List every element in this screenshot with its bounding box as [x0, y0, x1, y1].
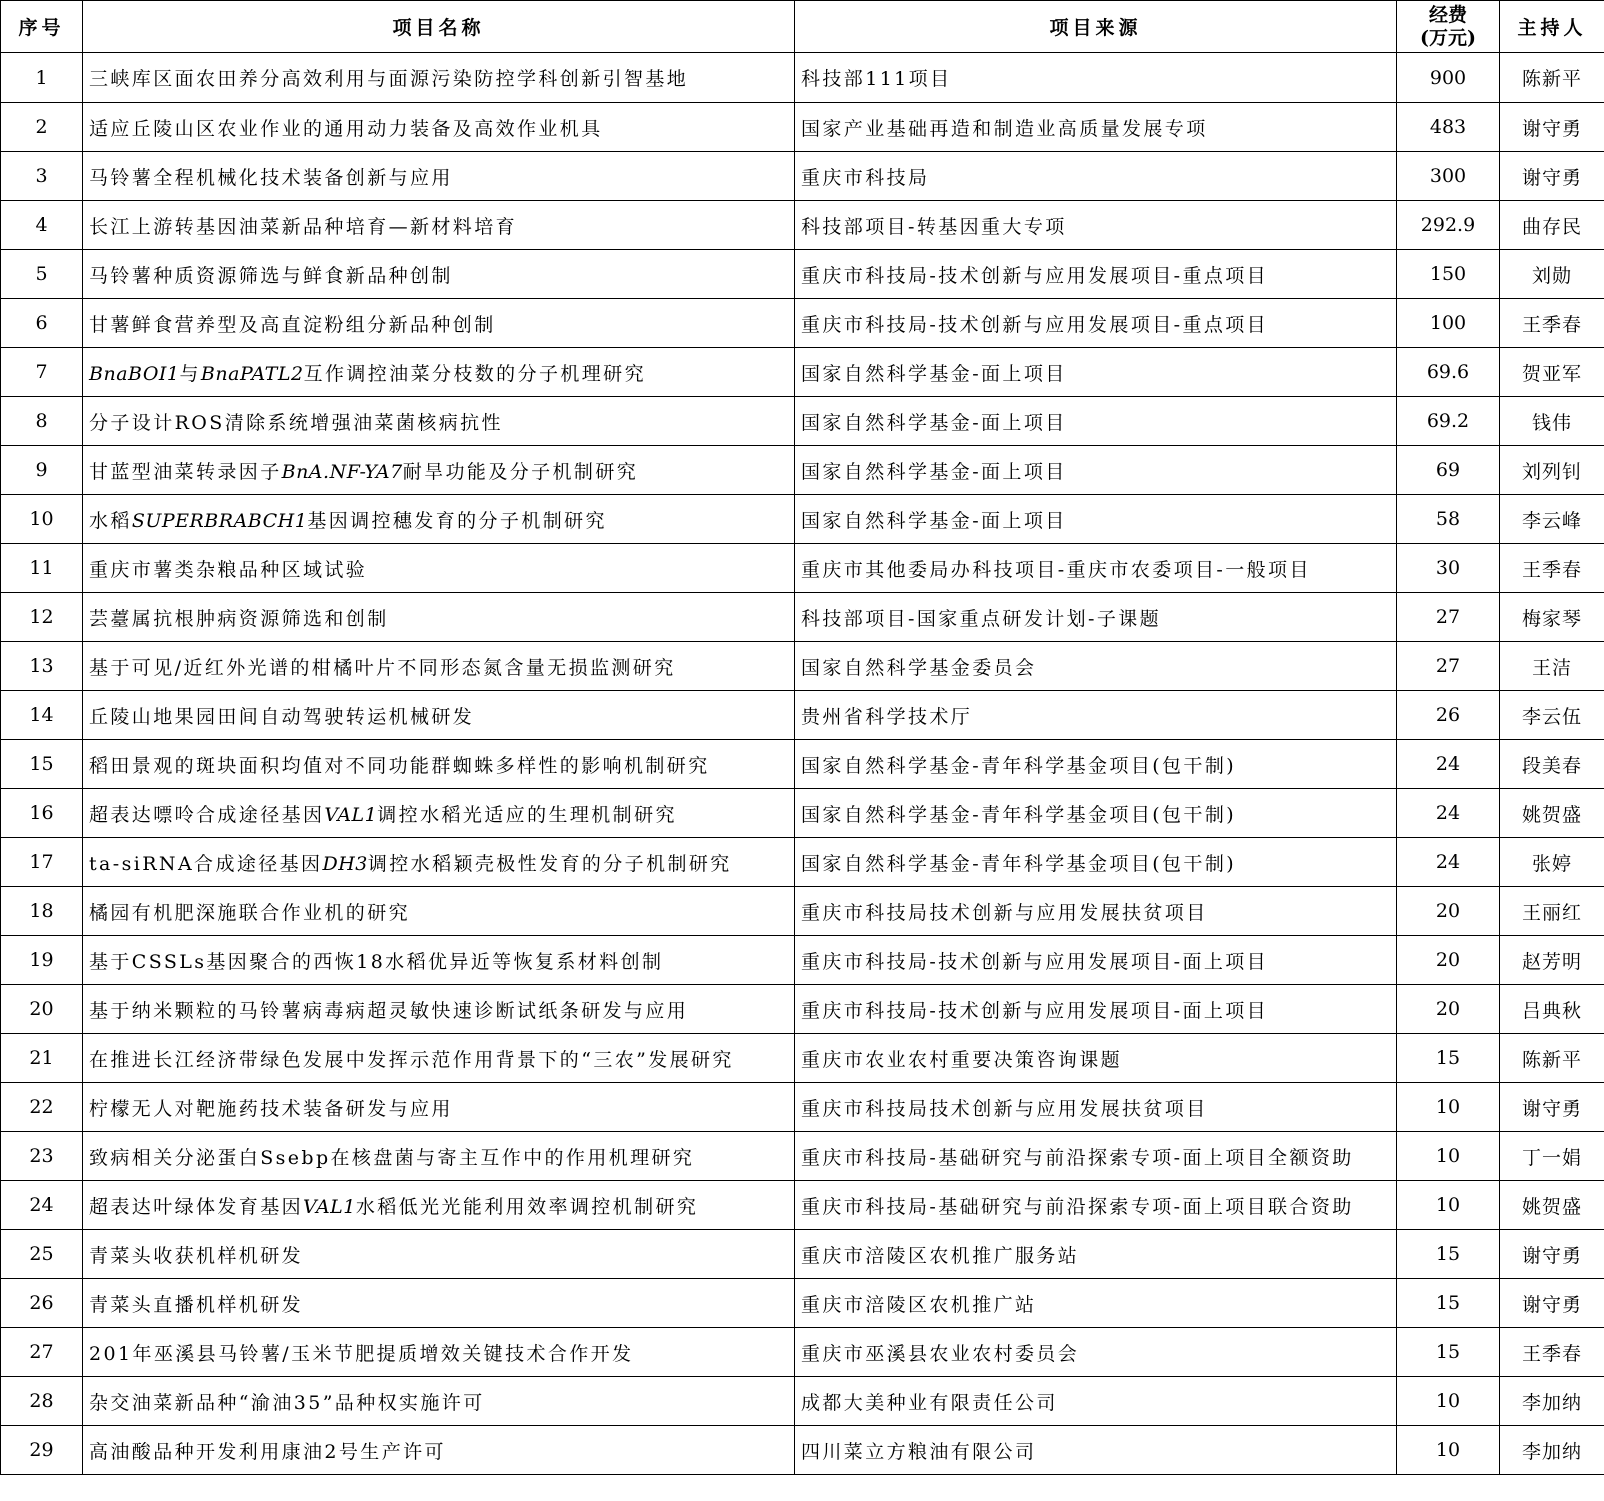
project-name-cell — [83, 593, 795, 642]
row-number-cell: 29 — [1, 1426, 83, 1475]
project-name-cell — [83, 544, 795, 593]
row-number-cell: 28 — [1, 1377, 83, 1426]
host-cell: 谢守勇 — [1500, 1279, 1604, 1328]
table-row — [1, 1377, 1604, 1426]
table-row — [1, 1328, 1604, 1377]
project-source-cell: 国家自然科学基金-面上项目 — [795, 446, 1397, 495]
project-name-text: 甘薯鲜食营养型及高直淀粉组分新品种创制 — [89, 313, 496, 336]
project-name-cell — [83, 299, 795, 348]
table-row — [1, 103, 1604, 152]
fee-cell: 15 — [1397, 1328, 1500, 1377]
host-cell: 梅家琴 — [1500, 593, 1604, 642]
project-source-cell: 重庆市科技局技术创新与应用发展扶贫项目 — [795, 1083, 1397, 1132]
project-name-cell — [83, 446, 795, 495]
table-row — [1, 446, 1604, 495]
project-source-cell: 重庆市科技局-基础研究与前沿探索专项-面上项目全额资助 — [795, 1132, 1397, 1181]
header-fee — [1397, 1, 1500, 53]
project-name-text: 超表达叶绿体发育基因 — [89, 1195, 304, 1218]
project-name-cell — [83, 1083, 795, 1132]
project-name-cell — [83, 348, 795, 397]
host-cell: 段美春 — [1500, 740, 1604, 789]
fee-cell: 69 — [1397, 446, 1500, 495]
project-name-text: 马铃薯全程机械化技术装备创新与应用 — [89, 166, 453, 189]
fee-cell: 292.9 — [1397, 201, 1500, 250]
fee-cell: 24 — [1397, 789, 1500, 838]
project-name-text: 杂交油菜新品种“渝油35”品种权实施许可 — [89, 1391, 485, 1414]
host-cell: 王季春 — [1500, 544, 1604, 593]
host-cell: 姚贺盛 — [1500, 1181, 1604, 1230]
row-number-cell: 20 — [1, 985, 83, 1034]
project-name-text: 基于CSSLs基因聚合的西恢18水稻优异近等恢复系材料创制 — [89, 950, 664, 973]
table-row — [1, 838, 1604, 887]
table-row — [1, 593, 1604, 642]
host-cell: 陈新平 — [1500, 53, 1604, 103]
table-row — [1, 397, 1604, 446]
row-number-cell: 6 — [1, 299, 83, 348]
project-name-text: ta-siRNA合成途径基因 — [89, 852, 323, 875]
host-cell: 谢守勇 — [1500, 1230, 1604, 1279]
row-number-cell: 27 — [1, 1328, 83, 1377]
project-name-cell — [83, 1230, 795, 1279]
fee-cell: 900 — [1397, 53, 1500, 103]
header-fee-line1: 经费 — [1428, 3, 1467, 26]
project-name-text: 超表达嘌呤合成途径基因 — [89, 803, 325, 826]
project-name-text: 芸薹属抗根肿病资源筛选和创制 — [89, 607, 389, 630]
table-row — [1, 348, 1604, 397]
fee-cell: 15 — [1397, 1230, 1500, 1279]
project-name-cell — [83, 250, 795, 299]
fee-cell: 27 — [1397, 642, 1500, 691]
host-cell: 谢守勇 — [1500, 1083, 1604, 1132]
project-name-text: 丘陵山地果园田间自动驾驶转运机械研发 — [89, 705, 475, 728]
table-row — [1, 1034, 1604, 1083]
row-number-cell: 10 — [1, 495, 83, 544]
row-number-cell: 11 — [1, 544, 83, 593]
project-name-cell — [83, 985, 795, 1034]
project-name-text: 在推进长江经济带绿色发展中发挥示范作用背景下的“三农”发展研究 — [89, 1048, 734, 1071]
table-body — [1, 53, 1604, 1475]
row-number-cell: 9 — [1, 446, 83, 495]
header-no: 序号 — [1, 1, 83, 53]
row-number-cell: 14 — [1, 691, 83, 740]
project-name-text: 与 — [179, 362, 201, 385]
fee-cell: 20 — [1397, 887, 1500, 936]
fee-cell: 27 — [1397, 593, 1500, 642]
host-cell: 姚贺盛 — [1500, 789, 1604, 838]
fee-cell: 24 — [1397, 838, 1500, 887]
project-name-text: 长江上游转基因油菜新品种培育—新材料培育 — [89, 215, 518, 238]
table-row — [1, 250, 1604, 299]
project-name-text: 青菜头收获机样机研发 — [89, 1244, 304, 1267]
fee-cell: 69.2 — [1397, 397, 1500, 446]
project-name-text: 青菜头直播机样机研发 — [89, 1293, 304, 1316]
host-cell: 李加纳 — [1500, 1426, 1604, 1475]
table-row — [1, 985, 1604, 1034]
fee-cell: 15 — [1397, 1279, 1500, 1328]
table-row — [1, 1230, 1604, 1279]
project-name-cell — [83, 1377, 795, 1426]
host-cell: 陈新平 — [1500, 1034, 1604, 1083]
row-number-cell: 25 — [1, 1230, 83, 1279]
project-name-cell — [83, 789, 795, 838]
fee-cell: 24 — [1397, 740, 1500, 789]
project-source-cell: 重庆市科技局-基础研究与前沿探索专项-面上项目联合资助 — [795, 1181, 1397, 1230]
row-number-cell: 22 — [1, 1083, 83, 1132]
project-source-cell: 国家产业基础再造和制造业高质量发展专项 — [795, 103, 1397, 152]
row-number-cell: 8 — [1, 397, 83, 446]
row-number-cell: 5 — [1, 250, 83, 299]
project-name-text: 适应丘陵山区农业作业的通用动力装备及高效作业机具 — [89, 117, 603, 140]
table-row — [1, 691, 1604, 740]
fee-cell: 20 — [1397, 985, 1500, 1034]
row-number-cell: 13 — [1, 642, 83, 691]
project-source-cell: 国家自然科学基金-面上项目 — [795, 397, 1397, 446]
gene-name: DH3 — [322, 852, 368, 875]
host-cell: 王季春 — [1500, 299, 1604, 348]
host-cell: 张婷 — [1500, 838, 1604, 887]
project-source-cell: 国家自然科学基金委员会 — [795, 642, 1397, 691]
project-name-text: 高油酸品种开发利用康油2号生产许可 — [89, 1440, 446, 1463]
project-name-text: 重庆市薯类杂粮品种区域试验 — [89, 558, 368, 581]
project-name-text: 分子设计ROS清除系统增强油菜菌核病抗性 — [89, 411, 503, 434]
project-name-text: 水稻低光光能利用效率调控机制研究 — [355, 1195, 699, 1218]
project-name-cell — [83, 1132, 795, 1181]
project-name-text: 稻田景观的斑块面积均值对不同功能群蜘蛛多样性的影响机制研究 — [89, 754, 710, 777]
fee-cell: 300 — [1397, 152, 1500, 201]
project-source-cell: 国家自然科学基金-青年科学基金项目(包干制) — [795, 740, 1397, 789]
host-cell: 王季春 — [1500, 1328, 1604, 1377]
project-name-cell — [83, 103, 795, 152]
fee-cell: 20 — [1397, 936, 1500, 985]
project-name-text: 201年巫溪县马铃薯/玉米节肥提质增效关键技术合作开发 — [89, 1342, 634, 1365]
table-row — [1, 544, 1604, 593]
fee-cell: 10 — [1397, 1132, 1500, 1181]
fee-cell: 150 — [1397, 250, 1500, 299]
table-row — [1, 1426, 1604, 1475]
project-name-text: 水稻 — [89, 509, 132, 532]
project-name-text: 基因调控穗发育的分子机制研究 — [307, 509, 607, 532]
row-number-cell: 2 — [1, 103, 83, 152]
fee-cell: 69.6 — [1397, 348, 1500, 397]
project-source-cell: 重庆市科技局-技术创新与应用发展项目-面上项目 — [795, 936, 1397, 985]
fee-cell: 10 — [1397, 1377, 1500, 1426]
table-row — [1, 152, 1604, 201]
project-name-cell — [83, 1426, 795, 1475]
project-name-text: 甘蓝型油菜转录因子 — [89, 460, 282, 483]
table-row — [1, 495, 1604, 544]
gene-name: BnaPATL2 — [200, 362, 304, 385]
project-source-cell: 重庆市科技局 — [795, 152, 1397, 201]
table-row — [1, 1083, 1604, 1132]
project-name-cell — [83, 936, 795, 985]
header-fee-line2: (万元) — [1420, 26, 1476, 49]
gene-name: BnaBOI1 — [89, 362, 180, 385]
project-name-text: 互作调控油菜分枝数的分子机理研究 — [303, 362, 646, 385]
host-cell: 丁一娟 — [1500, 1132, 1604, 1181]
host-cell: 贺亚军 — [1500, 348, 1604, 397]
project-source-cell: 科技部111项目 — [795, 53, 1397, 103]
header-source: 项目来源 — [795, 1, 1397, 53]
project-name-cell — [83, 838, 795, 887]
project-source-cell: 国家自然科学基金-面上项目 — [795, 495, 1397, 544]
project-name-text: 调控水稻光适应的生理机制研究 — [377, 803, 677, 826]
fee-cell: 10 — [1397, 1083, 1500, 1132]
table-row — [1, 936, 1604, 985]
project-name-cell — [83, 642, 795, 691]
fee-cell: 30 — [1397, 544, 1500, 593]
project-name-cell — [83, 1328, 795, 1377]
fee-cell: 483 — [1397, 103, 1500, 152]
project-name-text: 基于纳米颗粒的马铃薯病毒病超灵敏快速诊断试纸条研发与应用 — [89, 999, 689, 1022]
fee-cell: 10 — [1397, 1181, 1500, 1230]
host-cell: 赵芳明 — [1500, 936, 1604, 985]
row-number-cell: 23 — [1, 1132, 83, 1181]
project-name-cell — [83, 201, 795, 250]
header-host: 主持人 — [1500, 1, 1604, 53]
table-row — [1, 201, 1604, 250]
table-row — [1, 789, 1604, 838]
project-name-cell — [83, 887, 795, 936]
project-source-cell: 重庆市农业农村重要决策咨询课题 — [795, 1034, 1397, 1083]
gene-name: BnA.NF-YA7 — [281, 460, 403, 483]
host-cell: 钱伟 — [1500, 397, 1604, 446]
project-source-cell: 重庆市其他委局办科技项目-重庆市农委项目-一般项目 — [795, 544, 1397, 593]
project-name-cell — [83, 53, 795, 103]
project-name-text: 致病相关分泌蛋白Ssebp在核盘菌与寄主互作中的作用机理研究 — [89, 1146, 695, 1169]
project-name-text: 三峡库区面农田养分高效利用与面源污染防控学科创新引智基地 — [89, 68, 689, 90]
project-name-text: 基于可见/近红外光谱的柑橘叶片不同形态氮含量无损监测研究 — [89, 656, 676, 679]
project-name-cell — [83, 691, 795, 740]
project-name-cell — [83, 152, 795, 201]
gene-name: VAL1 — [324, 803, 378, 826]
project-name-cell — [83, 1034, 795, 1083]
row-number-cell: 4 — [1, 201, 83, 250]
project-name-text: 马铃薯种质资源筛选与鲜食新品种创制 — [89, 264, 453, 287]
project-source-cell: 重庆市科技局-技术创新与应用发展项目-重点项目 — [795, 299, 1397, 348]
host-cell: 刘列钊 — [1500, 446, 1604, 495]
project-name-cell — [83, 1279, 795, 1328]
host-cell: 王洁 — [1500, 642, 1604, 691]
project-name-text: 橘园有机肥深施联合作业机的研究 — [89, 901, 411, 924]
project-source-cell: 重庆市科技局-技术创新与应用发展项目-重点项目 — [795, 250, 1397, 299]
host-cell: 吕典秋 — [1500, 985, 1604, 1034]
fee-cell: 10 — [1397, 1426, 1500, 1475]
project-source-cell: 国家自然科学基金-青年科学基金项目(包干制) — [795, 789, 1397, 838]
project-name-text: 调控水稻颖壳极性发育的分子机制研究 — [367, 852, 732, 875]
host-cell: 李云峰 — [1500, 495, 1604, 544]
table-row — [1, 1132, 1604, 1181]
fee-cell: 100 — [1397, 299, 1500, 348]
gene-name: SUPERBRABCH1 — [131, 509, 308, 532]
header-name: 项目名称 — [83, 1, 795, 53]
gene-name: VAL1 — [303, 1195, 356, 1218]
row-number-cell: 7 — [1, 348, 83, 397]
table-header-row — [1, 1, 1604, 53]
table-row — [1, 1279, 1604, 1328]
project-source-cell: 国家自然科学基金-青年科学基金项目(包干制) — [795, 838, 1397, 887]
project-source-cell: 成都大美种业有限责任公司 — [795, 1377, 1397, 1426]
project-source-cell: 重庆市科技局技术创新与应用发展扶贫项目 — [795, 887, 1397, 936]
project-name-cell — [83, 495, 795, 544]
project-name-text: 耐旱功能及分子机制研究 — [402, 460, 639, 483]
host-cell: 李加纳 — [1500, 1377, 1604, 1426]
table-row — [1, 740, 1604, 789]
row-number-cell: 18 — [1, 887, 83, 936]
row-number-cell: 12 — [1, 593, 83, 642]
host-cell: 谢守勇 — [1500, 152, 1604, 201]
fee-cell: 26 — [1397, 691, 1500, 740]
table-row — [1, 1181, 1604, 1230]
host-cell: 王丽红 — [1500, 887, 1604, 936]
table-row — [1, 642, 1604, 691]
host-cell: 谢守勇 — [1500, 103, 1604, 152]
row-number-cell: 15 — [1, 740, 83, 789]
row-number-cell: 26 — [1, 1279, 83, 1328]
table-row — [1, 299, 1604, 348]
project-source-cell: 国家自然科学基金-面上项目 — [795, 348, 1397, 397]
project-source-cell: 重庆市科技局-技术创新与应用发展项目-面上项目 — [795, 985, 1397, 1034]
table-row — [1, 887, 1604, 936]
project-name-cell — [83, 397, 795, 446]
row-number-cell: 19 — [1, 936, 83, 985]
row-number-cell: 17 — [1, 838, 83, 887]
fee-cell: 58 — [1397, 495, 1500, 544]
project-source-cell: 重庆市巫溪县农业农村委员会 — [795, 1328, 1397, 1377]
project-source-cell: 四川菜立方粮油有限公司 — [795, 1426, 1397, 1475]
row-number-cell: 3 — [1, 152, 83, 201]
project-name-cell — [83, 1181, 795, 1230]
row-number-cell: 16 — [1, 789, 83, 838]
row-number-cell: 24 — [1, 1181, 83, 1230]
row-number-cell: 1 — [1, 53, 83, 103]
row-number-cell: 21 — [1, 1034, 83, 1083]
project-source-cell: 重庆市涪陵区农机推广服务站 — [795, 1230, 1397, 1279]
project-source-cell: 科技部项目-国家重点研发计划-子课题 — [795, 593, 1397, 642]
project-name-text: 柠檬无人对靶施药技术装备研发与应用 — [89, 1097, 453, 1120]
fee-cell: 15 — [1397, 1034, 1500, 1083]
host-cell: 李云伍 — [1500, 691, 1604, 740]
project-source-cell: 重庆市涪陵区农机推广站 — [795, 1279, 1397, 1328]
project-name-cell — [83, 740, 795, 789]
table-row — [1, 53, 1604, 103]
host-cell: 刘勋 — [1500, 250, 1604, 299]
project-source-cell: 科技部项目-转基因重大专项 — [795, 201, 1397, 250]
host-cell: 曲存民 — [1500, 201, 1604, 250]
project-source-cell: 贵州省科学技术厅 — [795, 691, 1397, 740]
